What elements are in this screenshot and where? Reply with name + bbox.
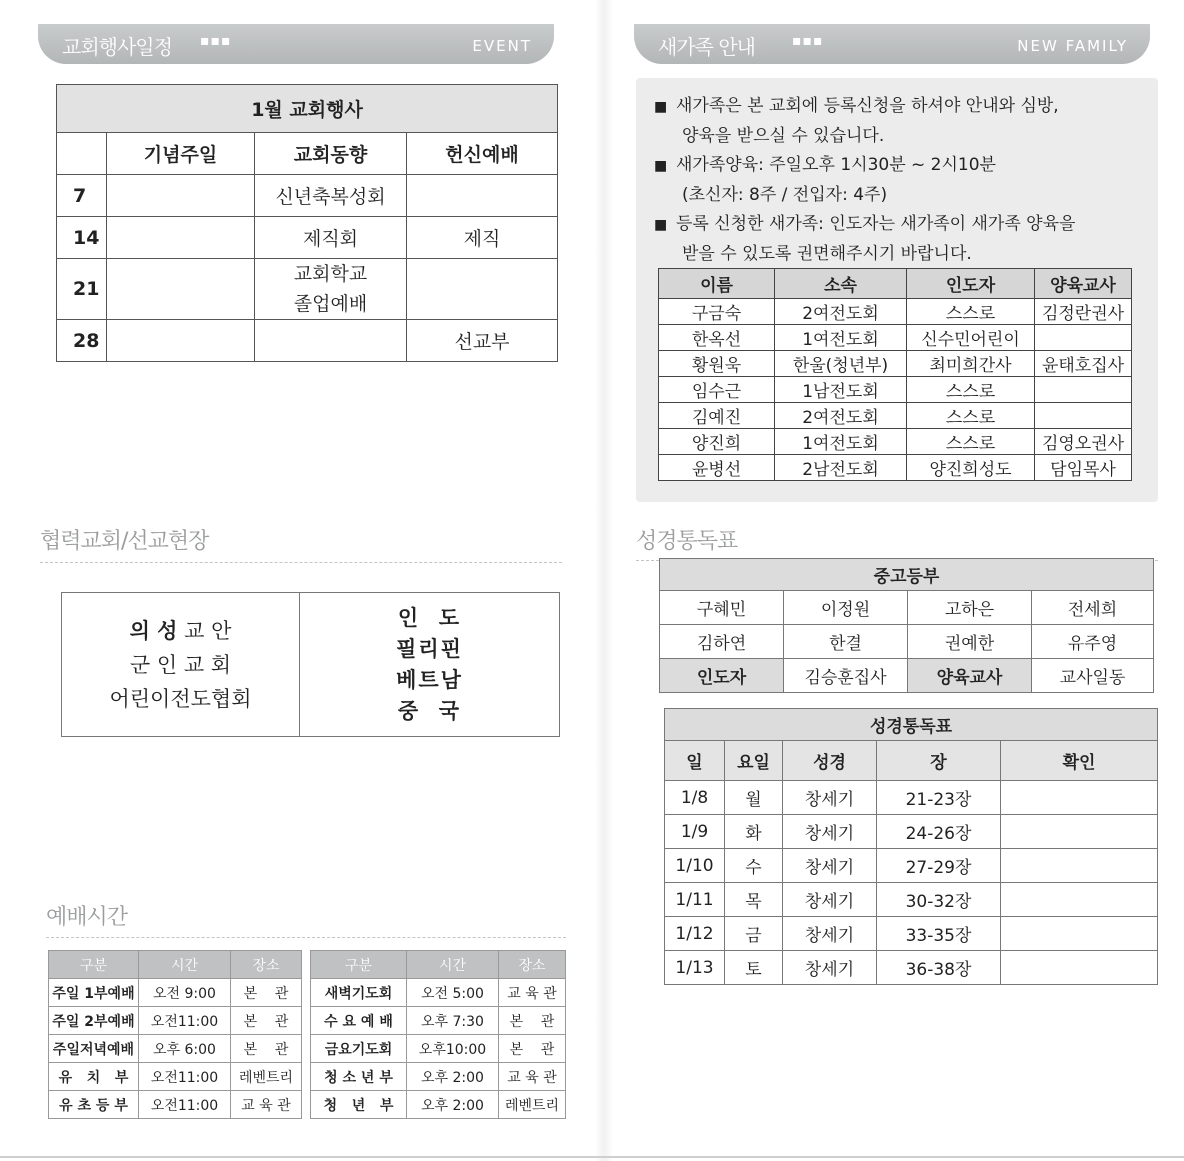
bible-day: 화 (725, 815, 783, 849)
partner-church-line3: 어린이전도협회 (109, 686, 252, 711)
family-group: 1여전도회 (775, 325, 907, 351)
worship-name: 유 초 등 부 (49, 1091, 139, 1119)
bible-col-chapters: 장 (877, 741, 1001, 781)
event-devotion: 선교부 (407, 320, 558, 362)
family-guide: 스스로 (907, 299, 1035, 325)
family-header-title: 새가족 안내 (658, 35, 755, 59)
worship-name: 주일저녁예배 (49, 1035, 139, 1063)
family-group: 2남전도회 (775, 455, 907, 481)
worship-time: 오전11:00 (139, 1091, 231, 1119)
family-col-group: 소속 (775, 269, 907, 299)
table-row (659, 403, 1132, 429)
worship-divider (46, 937, 566, 938)
bullet-icon: ■ (654, 99, 668, 115)
family-notices (654, 92, 1154, 269)
event-memorial (107, 175, 255, 217)
partner-church-rest: 교 안 (177, 618, 232, 643)
event-col-devotion: 헌신예배 (407, 133, 558, 175)
worship-time: 오전 5:00 (407, 979, 499, 1007)
page-fold (595, 0, 613, 1161)
bible-chapters: 33-35장 (877, 917, 1001, 951)
table-row (659, 377, 1132, 403)
table-row (659, 299, 1132, 325)
notice-text: 새가족은 본 교회에 등록신청을 하셔야 안내와 심방, (676, 96, 1059, 116)
table-row (665, 849, 1158, 883)
youth-member: 권예한 (908, 625, 1032, 659)
worship-time: 오전11:00 (139, 1007, 231, 1035)
bible-day: 수 (725, 849, 783, 883)
worship-time: 오후 6:00 (139, 1035, 231, 1063)
worship-table-left (48, 950, 302, 1119)
table-row (49, 1035, 302, 1063)
worship-time: 오후 2:00 (407, 1091, 499, 1119)
family-name: 구금숙 (659, 299, 775, 325)
partner-field: 인 도 (397, 605, 462, 630)
bible-check[interactable] (1001, 815, 1158, 849)
family-teacher: 김영오권사 (1035, 429, 1132, 455)
notice-item (654, 151, 1154, 181)
worship-name: 주일 2부예배 (49, 1007, 139, 1035)
bible-book: 창세기 (783, 849, 877, 883)
event-header-title: 교회행사일정 (62, 35, 172, 59)
event-col-news: 교회동향 (255, 133, 407, 175)
family-name: 한옥선 (659, 325, 775, 351)
event-devotion (407, 259, 558, 320)
bible-day: 월 (725, 781, 783, 815)
notice-text: 등록 신청한 새가족: 인도자는 새가족이 새가족 양육을 (676, 214, 1076, 234)
bible-plan-table (664, 708, 1158, 985)
table-row (660, 591, 1154, 625)
family-name: 황원욱 (659, 351, 775, 377)
worship-name: 금요기도회 (311, 1035, 407, 1063)
family-teacher (1035, 377, 1132, 403)
table-row (57, 320, 558, 362)
partner-church-line1 (130, 614, 232, 648)
bible-book: 창세기 (783, 781, 877, 815)
event-news: 신년축복성회 (255, 175, 407, 217)
notice-text-cont: (초신자: 8주 / 전입자: 4주) (682, 185, 888, 205)
table-row (57, 259, 558, 320)
worship-place: 본 관 (499, 1007, 566, 1035)
family-teacher: 김정란권사 (1035, 299, 1132, 325)
family-name: 임수근 (659, 377, 775, 403)
bullet-icon: ■ (654, 158, 668, 174)
event-col-memorial: 기념주일 (107, 133, 255, 175)
worship-col-place: 장소 (231, 951, 302, 979)
event-day: 7 (57, 175, 107, 217)
table-row (665, 883, 1158, 917)
bible-check[interactable] (1001, 917, 1158, 951)
table-row (660, 659, 1154, 693)
worship-place: 교 육 관 (499, 979, 566, 1007)
event-day: 28 (57, 320, 107, 362)
youth-member: 전세희 (1032, 591, 1154, 625)
family-guide: 양진희성도 (907, 455, 1035, 481)
family-group: 1남전도회 (775, 377, 907, 403)
bible-day: 토 (725, 951, 783, 985)
bible-chapters: 21-23장 (877, 781, 1001, 815)
worship-name: 새벽기도회 (311, 979, 407, 1007)
bible-date: 1/11 (665, 883, 725, 917)
table-row (49, 1091, 302, 1119)
partner-fields (300, 593, 559, 736)
event-news: 제직회 (255, 217, 407, 259)
bible-day: 목 (725, 883, 783, 917)
worship-time: 오후 2:00 (407, 1063, 499, 1091)
bible-book: 창세기 (783, 815, 877, 849)
family-group: 한울(청년부) (775, 351, 907, 377)
youth-title: 중고등부 (660, 559, 1154, 591)
event-devotion: 제직 (407, 217, 558, 259)
partner-field: 베트남 (396, 667, 463, 692)
event-memorial (107, 217, 255, 259)
youth-member: 한결 (784, 625, 908, 659)
bible-book: 창세기 (783, 917, 877, 951)
worship-place: 교 육 관 (231, 1091, 302, 1119)
bible-chapters: 27-29장 (877, 849, 1001, 883)
table-row (665, 951, 1158, 985)
worship-place: 본 관 (231, 979, 302, 1007)
family-guide: 신수민어린이 (907, 325, 1035, 351)
worship-time: 오후 7:30 (407, 1007, 499, 1035)
worship-place: 레벤트리 (499, 1091, 566, 1119)
youth-member: 구혜민 (660, 591, 784, 625)
worship-col-name: 구분 (49, 951, 139, 979)
table-row (49, 1063, 302, 1091)
partner-church-line2: 군 인 교 회 (129, 652, 232, 677)
family-name: 양진희 (659, 429, 775, 455)
worship-place: 레벤트리 (231, 1063, 302, 1091)
youth-member: 유주영 (1032, 625, 1154, 659)
family-teacher: 담임목사 (1035, 455, 1132, 481)
table-row (665, 815, 1158, 849)
table-row (659, 351, 1132, 377)
family-teacher: 윤태호집사 (1035, 351, 1132, 377)
table-row (49, 1007, 302, 1035)
bible-date: 1/8 (665, 781, 725, 815)
family-col-teacher: 양육교사 (1035, 269, 1132, 299)
bible-check[interactable] (1001, 781, 1158, 815)
event-news-line2: 졸업예배 (293, 293, 368, 315)
worship-time: 오전 9:00 (139, 979, 231, 1007)
bible-chapters: 24-26장 (877, 815, 1001, 849)
event-table (56, 84, 558, 362)
bible-day: 금 (725, 917, 783, 951)
event-news (255, 259, 407, 320)
family-header (634, 24, 1150, 64)
event-header (38, 24, 554, 64)
event-header-dots: ▪▪▪ (200, 33, 232, 49)
event-news-line1: 교회학교 (293, 263, 368, 285)
table-row (665, 781, 1158, 815)
family-name: 김예진 (659, 403, 775, 429)
family-header-dots: ▪▪▪ (792, 33, 824, 49)
table-row (311, 1063, 566, 1091)
page-bottom-line (0, 1156, 1184, 1158)
worship-name: 유 치 부 (49, 1063, 139, 1091)
table-row (311, 1091, 566, 1119)
bible-date: 1/12 (665, 917, 725, 951)
family-group: 1여전도회 (775, 429, 907, 455)
partner-church-bold: 의 성 (129, 618, 178, 643)
partner-field: 중 국 (397, 698, 462, 723)
worship-title: 예배시간 (46, 905, 128, 930)
notice-text: 새가족양육: 주일오후 1시30분 ~ 2시10분 (676, 155, 996, 175)
worship-table-right (310, 950, 566, 1119)
family-col-name: 이름 (659, 269, 775, 299)
bible-check[interactable] (1001, 951, 1158, 985)
bible-date: 1/9 (665, 815, 725, 849)
table-row (311, 1007, 566, 1035)
bible-check[interactable] (1001, 883, 1158, 917)
family-name: 윤병선 (659, 455, 775, 481)
table-row (49, 979, 302, 1007)
table-row (311, 979, 566, 1007)
bible-chapters: 36-38장 (877, 951, 1001, 985)
bible-plan-title: 성경통독표 (665, 709, 1158, 741)
partner-churches (62, 593, 300, 736)
event-memorial (107, 259, 255, 320)
event-header-eng: EVENT (472, 37, 532, 55)
bible-book: 창세기 (783, 883, 877, 917)
worship-name: 주일 1부예배 (49, 979, 139, 1007)
bible-col-check: 확인 (1001, 741, 1158, 781)
notice-text-cont: 받을 수 있도록 권면해주시기 바랍니다. (682, 244, 972, 264)
family-teacher (1035, 325, 1132, 351)
youth-guide-name: 김승훈집사 (784, 659, 908, 693)
family-group: 2여전도회 (775, 403, 907, 429)
bible-chapters: 30-32장 (877, 883, 1001, 917)
event-day: 21 (57, 259, 107, 320)
partner-title: 협력교회/선교현장 (40, 529, 209, 554)
event-devotion (407, 175, 558, 217)
event-day: 14 (57, 217, 107, 259)
family-teacher (1035, 403, 1132, 429)
family-table (658, 268, 1132, 481)
worship-time: 오후10:00 (407, 1035, 499, 1063)
family-guide: 최미희간사 (907, 351, 1035, 377)
worship-name: 청 년 부 (311, 1091, 407, 1119)
worship-col-time: 시간 (407, 951, 499, 979)
notice-item (654, 92, 1154, 122)
family-group: 2여전도회 (775, 299, 907, 325)
worship-place: 본 관 (231, 1035, 302, 1063)
table-row (659, 429, 1132, 455)
table-row (57, 175, 558, 217)
worship-col-place: 장소 (499, 951, 566, 979)
event-memorial (107, 320, 255, 362)
youth-table (659, 558, 1154, 693)
family-header-eng: NEW FAMILY (1017, 37, 1128, 55)
worship-place: 본 관 (499, 1035, 566, 1063)
bible-title: 성경통독표 (636, 529, 738, 554)
family-guide: 스스로 (907, 377, 1035, 403)
worship-time: 오전11:00 (139, 1063, 231, 1091)
notice-item (654, 210, 1154, 240)
youth-teacher-name: 교사일동 (1032, 659, 1154, 693)
bible-book: 창세기 (783, 951, 877, 985)
worship-name: 수 요 예 배 (311, 1007, 407, 1035)
table-row (665, 917, 1158, 951)
event-col-day (57, 133, 107, 175)
youth-guide-label: 인도자 (660, 659, 784, 693)
table-row (659, 325, 1132, 351)
youth-member: 김하연 (660, 625, 784, 659)
family-guide: 스스로 (907, 403, 1035, 429)
worship-col-name: 구분 (311, 951, 407, 979)
notice-text-cont: 양육을 받으실 수 있습니다. (682, 126, 885, 146)
partner-field: 필리핀 (396, 636, 463, 661)
bible-col-date: 일 (665, 741, 725, 781)
worship-col-time: 시간 (139, 951, 231, 979)
bullet-icon: ■ (654, 217, 668, 233)
event-news (255, 320, 407, 362)
worship-name: 청 소 년 부 (311, 1063, 407, 1091)
partner-divider (40, 562, 562, 563)
worship-place: 본 관 (231, 1007, 302, 1035)
partner-box (61, 592, 560, 737)
table-row (57, 217, 558, 259)
youth-teacher-label: 양육교사 (908, 659, 1032, 693)
worship-place: 교 육 관 (499, 1063, 566, 1091)
family-guide: 스스로 (907, 429, 1035, 455)
youth-member: 이정원 (784, 591, 908, 625)
table-row (311, 1035, 566, 1063)
bible-date: 1/10 (665, 849, 725, 883)
family-col-guide: 인도자 (907, 269, 1035, 299)
bible-col-day: 요일 (725, 741, 783, 781)
bible-check[interactable] (1001, 849, 1158, 883)
bible-date: 1/13 (665, 951, 725, 985)
event-table-title: 1월 교회행사 (57, 85, 558, 133)
table-row (660, 625, 1154, 659)
table-row (659, 455, 1132, 481)
bible-col-book: 성경 (783, 741, 877, 781)
youth-member: 고하은 (908, 591, 1032, 625)
